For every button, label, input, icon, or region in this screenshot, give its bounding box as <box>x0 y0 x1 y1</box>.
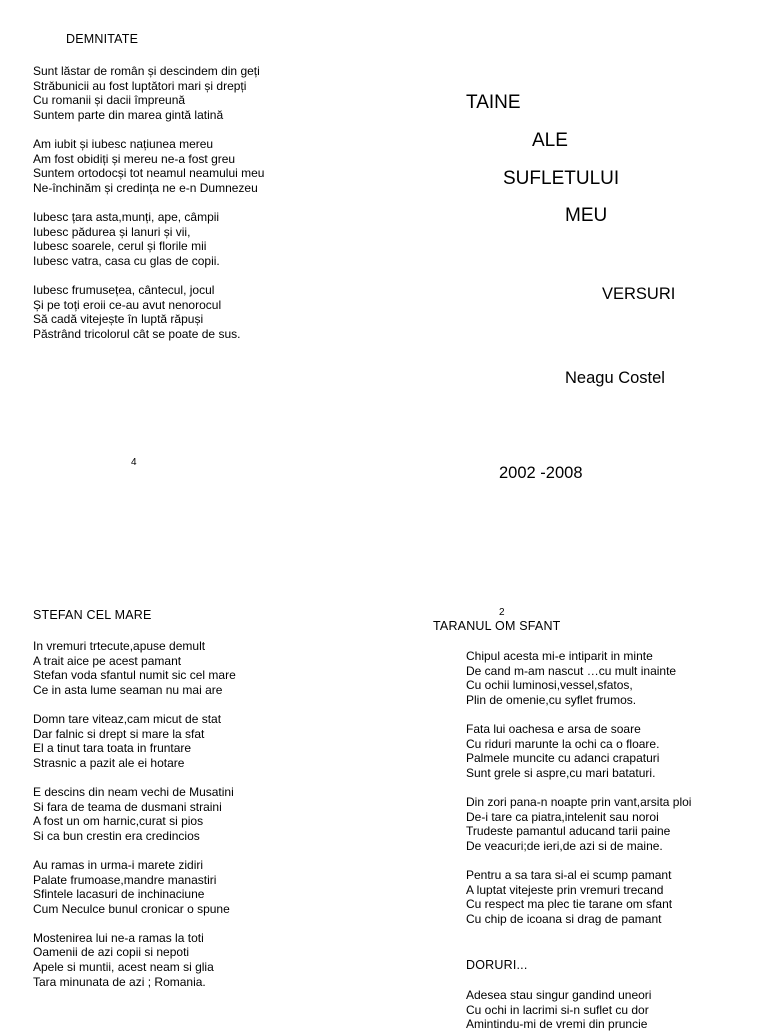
poem-line: Fata lui oachesa e arsa de soare <box>466 721 641 736</box>
poem-line: Iubesc țara asta,munți, ape, câmpii <box>33 209 220 224</box>
poem-title-demnitate: DEMNITATE <box>66 32 139 46</box>
cover-title-line: MEU <box>565 205 608 226</box>
stanza <box>33 137 264 195</box>
poem-line: Iubesc vatra, casa cu glas de copii. <box>33 253 220 268</box>
poem-line: Strasnic a pazit ale ei hotare <box>33 755 185 770</box>
stanza <box>33 210 264 268</box>
poem-line: De cand m-am nascut …cu mult inainte <box>466 663 677 678</box>
stanza <box>33 283 264 341</box>
poem-line: Și pe toți eroii ce-au avut nenorocul <box>33 297 222 312</box>
poem-line: Adesea stau singur gandind uneori <box>466 988 652 1002</box>
poem-line: Trudeste pamantul aducand tarii paine <box>466 824 671 839</box>
poem-body-doruri <box>466 988 652 1032</box>
poem-line: Cu ochi in lacrimi si-n suflet cu dor <box>466 1002 649 1017</box>
poem-line: Iubesc soarele, cerul și florile mii <box>33 239 207 254</box>
poem-line: Tara minunata de azi ; Romania. <box>33 974 206 989</box>
poem-line: Sunt lăstar de român și descindem din geți <box>33 64 260 78</box>
stanza <box>33 64 264 122</box>
stanza <box>33 639 236 697</box>
page-number: 4 <box>131 457 137 468</box>
poem-line: Ce in asta lume seaman nu mai are <box>33 682 223 697</box>
poem-line: Apele si muntii, acest neam si glia <box>33 960 214 975</box>
stanza <box>33 785 236 843</box>
cover-author: Neagu Costel <box>565 369 665 387</box>
cover-title-line: TAINE <box>466 92 521 113</box>
stanza <box>466 868 691 926</box>
cover-title-line: SUFLETULUI <box>503 168 620 189</box>
stanza <box>466 649 691 707</box>
poem-line: Iubesc pădurea și lanuri și vii, <box>33 224 191 239</box>
poem-line: Palmele muncite cu adanci crapaturi <box>466 751 660 766</box>
stanza <box>33 858 236 916</box>
poem-line: Iubesc frumusețea, cântecul, jocul <box>33 282 215 297</box>
poem-line: De-i tare ca piatra,intelenit sau noroi <box>466 809 659 824</box>
poem-line: Sunt grele si aspre,cu mari bataturi. <box>466 765 656 780</box>
poem-line: Din zori pana-n noapte prin vant,arsita ploi <box>466 794 692 809</box>
poem-title-stefan-cel-mare: STEFAN CEL MARE <box>33 608 152 622</box>
poem-body-stefan-cel-mare <box>33 639 236 989</box>
poem-title-taranul-om-sfant: TARANUL OM SFANT <box>433 619 561 633</box>
poem-line: In vremuri trtecute,apuse demult <box>33 639 206 653</box>
cover-years: 2002 -2008 <box>499 464 583 482</box>
page-number: 2 <box>499 607 505 618</box>
poem-line: Amintindu-mi de vremi din pruncie <box>466 1017 648 1032</box>
poem-line: Cu ochii luminosi,vessel,sfatos, <box>466 678 633 693</box>
poem-line: A fost un om harnic,curat si pios <box>33 814 204 829</box>
poem-line: A trait aice pe acest pamant <box>33 653 182 668</box>
stanza <box>466 722 691 780</box>
poem-body-demnitate <box>33 64 264 341</box>
poem-line: El a tinut tara toata in fruntare <box>33 741 192 756</box>
poem-line: Stefan voda sfantul numit sic cel mare <box>33 668 236 683</box>
stanza <box>33 712 236 770</box>
poem-line: Păstrând tricolorul cât se poate de sus. <box>33 326 241 341</box>
poem-line: Cu chip de icoana si drag de pamant <box>466 911 662 926</box>
poem-title-doruri: DORURI... <box>466 958 528 972</box>
poem-line: Sfintele lacasuri de inchinaciune <box>33 887 205 902</box>
poem-line: Palate frumoase,mandre manastiri <box>33 872 217 887</box>
poem-line: Străbunicii au fost luptători mari și drepți <box>33 78 247 93</box>
poem-line: Suntem ortodocși tot neamul neamului meu <box>33 166 265 181</box>
poem-line: Să cadă vitejește în luptă răpuși <box>33 312 204 327</box>
poem-line: Cu respect ma plec tie tarane om sfant <box>466 897 673 912</box>
poem-line: Chipul acesta mi-e intiparit in minte <box>466 649 653 663</box>
poem-line: Plin de omenie,cu syflet frumos. <box>466 692 637 707</box>
poem-line: Ne-închinăm și credința ne e-n Dumnezeu <box>33 180 258 195</box>
poem-line: Suntem parte din marea gintă latină <box>33 107 224 122</box>
poem-line: Oamenii de azi copii si nepoti <box>33 945 190 960</box>
stanza <box>466 795 691 853</box>
poem-line: Am iubit și iubesc națiunea mereu <box>33 136 214 151</box>
poem-line: Si ca bun crestin era credincios <box>33 828 200 843</box>
poem-line: Cu riduri marunte la ochi ca o floare. <box>466 736 660 751</box>
cover-title-line: ALE <box>532 130 568 151</box>
poem-line: Au ramas in urma-i marete zidiri <box>33 857 204 872</box>
cover-subtitle: VERSURI <box>602 285 676 303</box>
poem-line: Pentru a sa tara si-al ei scump pamant <box>466 867 672 882</box>
poem-line: A luptat vitejeste prin vremuri trecand <box>466 882 664 897</box>
poem-line: Cu romanii și dacii împreună <box>33 93 186 108</box>
poem-line: E descins din neam vechi de Musatini <box>33 784 234 799</box>
poem-line: Dar falnic si drept si mare la sfat <box>33 726 205 741</box>
poem-body-taranul-om-sfant <box>466 649 691 926</box>
poem-line: Cum Neculce bunul cronicar o spune <box>33 901 230 916</box>
stanza <box>33 931 236 989</box>
poem-line: Si fara de teama de dusmani straini <box>33 799 222 814</box>
poem-line: De veacuri;de ieri,de azi si de maine. <box>466 838 663 853</box>
poem-line: Domn tare viteaz,cam micut de stat <box>33 711 222 726</box>
poem-line: Am fost obidiți și mereu ne-a fost greu <box>33 151 236 166</box>
poem-line: Mostenirea lui ne-a ramas la toti <box>33 930 204 945</box>
